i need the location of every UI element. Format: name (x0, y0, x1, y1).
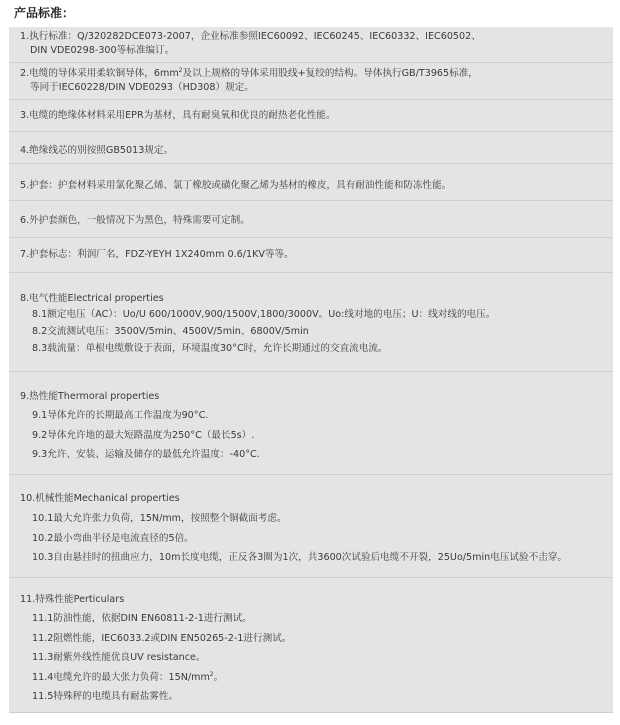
section-4-text: 4.绝缘线芯的别按照GB5013规定。 (20, 145, 174, 156)
section-2-line-1: 2.电缆的导体采用柔软铜导体，$6mm^2$及以上规格的导体采用股线+复绞的结构。导体执行GB/T3965标准， (20, 67, 478, 79)
section-11-item-3: 11.3耐紫外线性能优良UV resistance。 (32, 652, 206, 663)
section-11-item-4: 11.4电缆允许的最大张力负荷：$15N/mm^2$。 (32, 670, 224, 683)
section-8-item-1: 8.1额定电压（AC）：Uo/U 600/1000V,900/1500V,1800/3000V。Uo:线对地的电压；U：线对线的电压。 (32, 309, 496, 320)
section-10-item-3: 10.3自由悬挂时的扭曲应力，10m长度电缆，正反各3圈为1次，共3600次试验后电缆不开裂，25Uo/5min电压试验不击穿。 (32, 552, 568, 563)
section-8-item-2: 8.2交流测试电压：3500V/5min、4500V/5min、6800V/5min (32, 326, 309, 337)
section-2 (9, 63, 613, 100)
section-3-text: 3.电缆的绝缘体材料采用EPR为基材，具有耐臭氧和优良的耐热老化性能。 (20, 110, 336, 121)
section-9-heading: 9.热性能Thermoral properties (20, 391, 160, 402)
section-9-item-2: 9.2导体允许地的最大短路温度为250°C（最长5s）. (32, 429, 255, 441)
section-11-particulars (9, 578, 613, 713)
section-1-line-2: DIN VDE0298-300等标准编订。 (30, 45, 175, 56)
section-5-text: 5.护套：护套材料采用氯化聚乙烯、氯丁橡胶或磺化聚乙烯为基材的橡皮，具有耐油性能和防冻性能。 (20, 180, 452, 191)
section-4 (9, 132, 613, 164)
section-7 (9, 238, 613, 273)
section-11-heading: 11.特殊性能Perticulars (20, 594, 125, 605)
section-6-text: 6.外护套颜色，一般情况下为黑色，特殊需要可定制。 (20, 215, 250, 226)
section-9-item-3: 9.3允许、安装、运输及储存的最低允许温度：-40°C. (32, 449, 260, 460)
page-title: 产品标准： (14, 6, 75, 20)
section-8-electrical (9, 273, 613, 372)
section-2-line-2: 等同于IEC60228/DIN VDE0293（HD308）规定。 (30, 82, 254, 93)
section-10-heading: 10.机械性能Mechanical properties (20, 493, 180, 504)
section-10-item-2: 10.2最小弯曲半径是电流直径的5倍。 (32, 532, 194, 544)
section-1-line-1: 1.执行标准：Q/320282DCE073-2007，企业标准参照IEC60092、IEC60245、IEC60332、IEC60502、 (20, 31, 481, 42)
section-11-item-2: 11.2阻燃性能，IEC6033.2或DIN EN50265-2-1进行测试。 (32, 632, 292, 644)
section-10-mechanical (9, 475, 613, 578)
section-7-text: 7.护套标志：利润厂名，FDZ-YEYH 1X240mm 0.6/1KV等等。 (20, 249, 294, 260)
section-11-item-1: 11.1防油性能，依据DIN EN60811-2-1进行测试。 (32, 613, 252, 624)
section-11-item-5: 11.5特殊秤的电缆具有耐盐雾性。 (32, 691, 179, 702)
section-8-item-3: 8.3载流量：单根电缆敷设于表面，环境温度30°C时，允许长期通过的交直流电流。 (32, 343, 388, 354)
section-8-heading: 8.电气性能Electrical properties (20, 293, 164, 304)
section-1 (9, 27, 613, 63)
section-9-item-1: 9.1导体允许的长期最高工作温度为90°C. (32, 410, 209, 421)
section-5 (9, 164, 613, 201)
section-9-thermal (9, 372, 613, 475)
section-10-item-1: 10.1最大允许张力负荷，15N/mm，按照整个铜截面考虑。 (32, 513, 287, 524)
section-6 (9, 201, 613, 238)
section-3 (9, 100, 613, 132)
